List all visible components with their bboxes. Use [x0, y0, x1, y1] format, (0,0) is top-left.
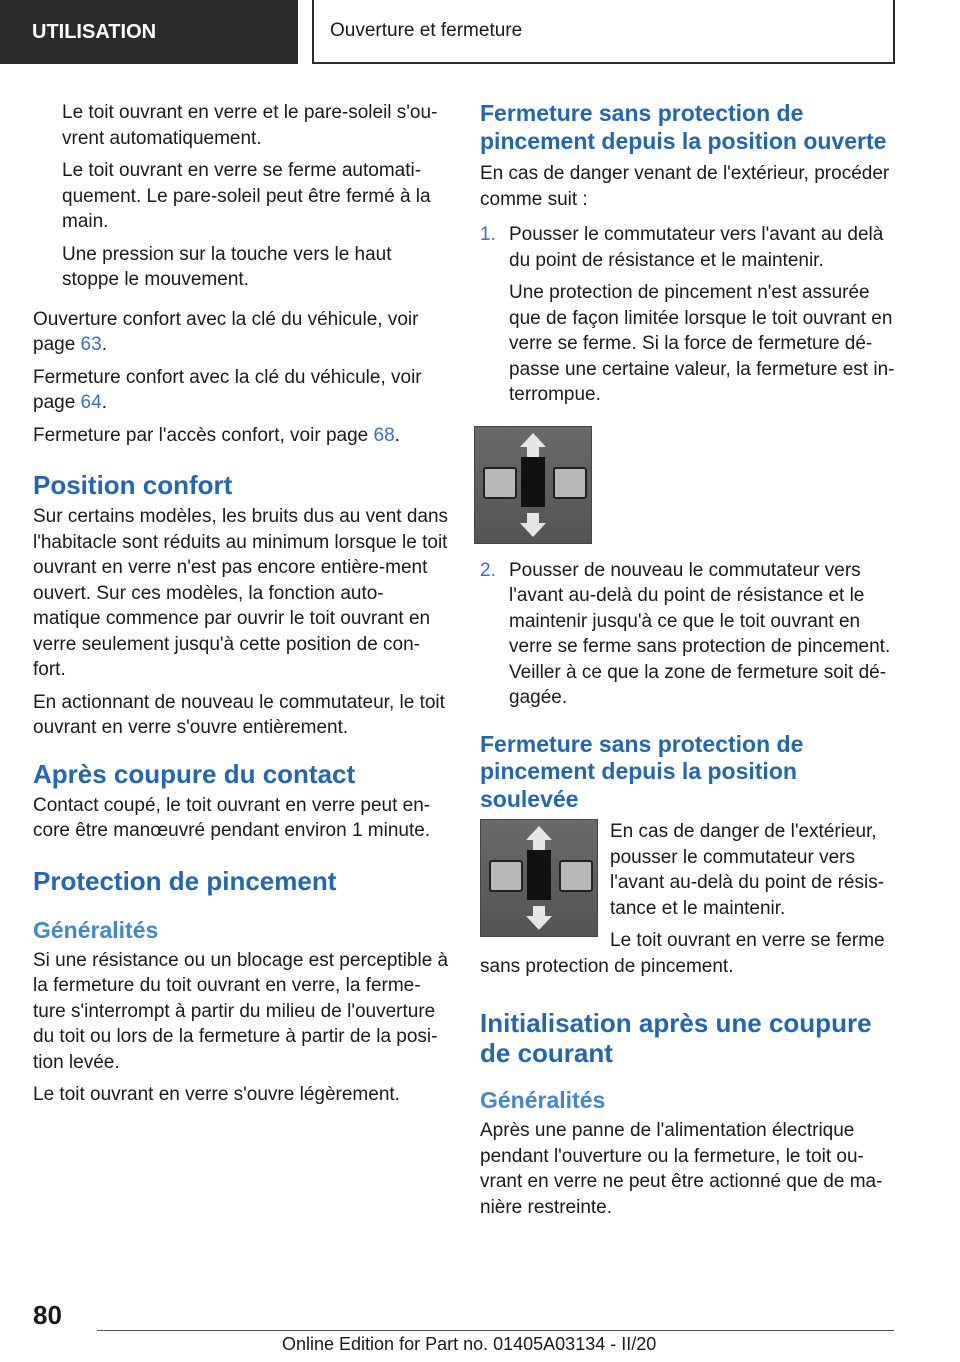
right-column [480, 100, 898, 1227]
paragraph: Le toit ouvrant en verre et le pare-soleil s'ou-vrent automatiquement. [62, 102, 438, 149]
footer-divider [97, 1330, 894, 1331]
header-section-tab: UTILISATION [0, 0, 298, 64]
step-2 [480, 558, 898, 711]
reference-text: Ouverture confort avec la clé du véhicule, voir page [33, 308, 419, 355]
step-number: 2. [480, 559, 496, 581]
switch-right-icon [559, 860, 593, 892]
subheading-generalites: Généralités [480, 1087, 606, 1113]
subheading-generalites: Généralités [33, 916, 159, 943]
switch-illustration [480, 819, 598, 937]
left-column [33, 100, 449, 1115]
sunroof-switch-icon [527, 850, 551, 900]
soulevee-block [480, 819, 898, 986]
step-note: Une protection de pincement n'est assurée que de façon limitée lorsque le toit ouvrant en verre se ferme. Si la force de fermeture dé-passe une certaine valeur, la fermeture est in-terrompue. [509, 282, 895, 405]
paragraph: Contact coupé, le toit ouvrant en verre peut en-core être manœuvré pendant environ 1 minute. [33, 794, 431, 841]
paragraph: Le toit ouvrant en verre se ferme automati-quement. Le pare-soleil peut être fermé à la main. [62, 160, 431, 232]
step-text: Pousser de nouveau le commutateur vers l'avant au-delà du point de résistance et le maintenir jusqu'à ce que le toit ouvrant en verre se ferme sans protection de pincement. Veiller à ce que la zone de fermeture soit dé-gagée. [509, 559, 891, 708]
switch-illustration [474, 426, 592, 544]
heading-protection-pincement: Protection de pincement [33, 865, 337, 896]
heading-fermeture-soulevee: Fermeture sans protection de pincement depuis la position soulevée [480, 730, 804, 812]
page-number: 80 [33, 1300, 62, 1330]
arrow-up-icon [520, 433, 546, 447]
paragraph: Le toit ouvrant en verre s'ouvre légèrement. [33, 1084, 400, 1105]
step-text: Pousser le commutateur vers l'avant au delà du point de résistance et le maintenir. [509, 224, 884, 271]
switch-left-icon [489, 860, 523, 892]
page-link-64[interactable]: 64 [80, 392, 102, 413]
step-number: 1. [480, 224, 496, 245]
heading-fermeture-ouverte: Fermeture sans protection de pincement depuis la position ouverte [480, 100, 887, 154]
arrow-down-icon [526, 916, 552, 930]
reference-text: Fermeture confort avec la clé du véhicule, voir page [33, 366, 422, 413]
reference-text: Fermeture par l'accès confort, voir page [33, 424, 374, 446]
arrow-up-icon [526, 826, 552, 840]
heading-position-confort: Position confort [33, 470, 233, 500]
paragraph: En cas de danger venant de l'extérieur, procéder comme suit : [480, 163, 890, 210]
arrow-down-stem [533, 906, 545, 916]
paragraph: Si une résistance ou un blocage est perceptible à la fermeture du toit ouvrant en verre, la ferme-ture s'interrompt à partir du milieu de l'ouverture du toit ou lors de la fermeture à partir de la posi-tion levée. [33, 949, 449, 1073]
paragraph: En actionnant de nouveau le commutateur, le toit ouvrant en verre s'ouvre entièrement. [33, 691, 445, 738]
switch-right-icon [553, 467, 587, 499]
heading-apres-coupure: Après coupure du contact [33, 758, 356, 789]
paragraph: Après une panne de l'alimentation électrique pendant l'ouverture ou la fermeture, le toit ou-vrant en verre ne peut être actionné que de ma-nière restreinte. [480, 1120, 883, 1218]
arrow-down-stem [527, 513, 539, 523]
page-reference: Fermeture confort avec la clé du véhicule, voir page 64. [33, 366, 422, 413]
header-chapter-title: Ouverture et fermeture [312, 0, 895, 64]
arrow-up-stem [527, 447, 539, 457]
footer-edition: Online Edition for Part no. 01405A03134 - II/20 [282, 1334, 657, 1354]
paragraph: Sur certains modèles, les bruits dus au vent dans l'habitacle sont réduits au minimum lorsque le toit ouvrant en verre n'est pas encore entière-ment ouvert. Sur ces modèles, la fonction auto-matique commence par ouvrir le toit ouvrant en verre seulement jusqu'à cette position de con-fort. [33, 506, 449, 680]
step-1 [480, 222, 898, 408]
heading-initialisation: Initialisation après une coupure de courant [480, 1008, 872, 1068]
paragraph: Le toit ouvrant en verre se ferme sans protection de pincement. [480, 930, 885, 977]
page-reference: Ouverture confort avec la clé du véhicule, voir page 63. [33, 308, 419, 355]
arrow-up-stem [533, 840, 545, 850]
paragraph: En cas de danger de l'extérieur, pousser le commutateur vers l'avant au-delà du point de résis-tance et le maintenir. [610, 821, 885, 919]
page-reference: Fermeture par l'accès confort, voir page 68. [33, 424, 400, 446]
paragraph: Une pression sur la touche vers le haut stoppe le mouvement. [62, 243, 392, 290]
switch-left-icon [483, 467, 517, 499]
sunroof-switch-icon [521, 457, 545, 507]
page-link-63[interactable]: 63 [80, 334, 102, 355]
arrow-down-icon [520, 523, 546, 537]
page-link-68[interactable]: 68 [373, 424, 395, 446]
